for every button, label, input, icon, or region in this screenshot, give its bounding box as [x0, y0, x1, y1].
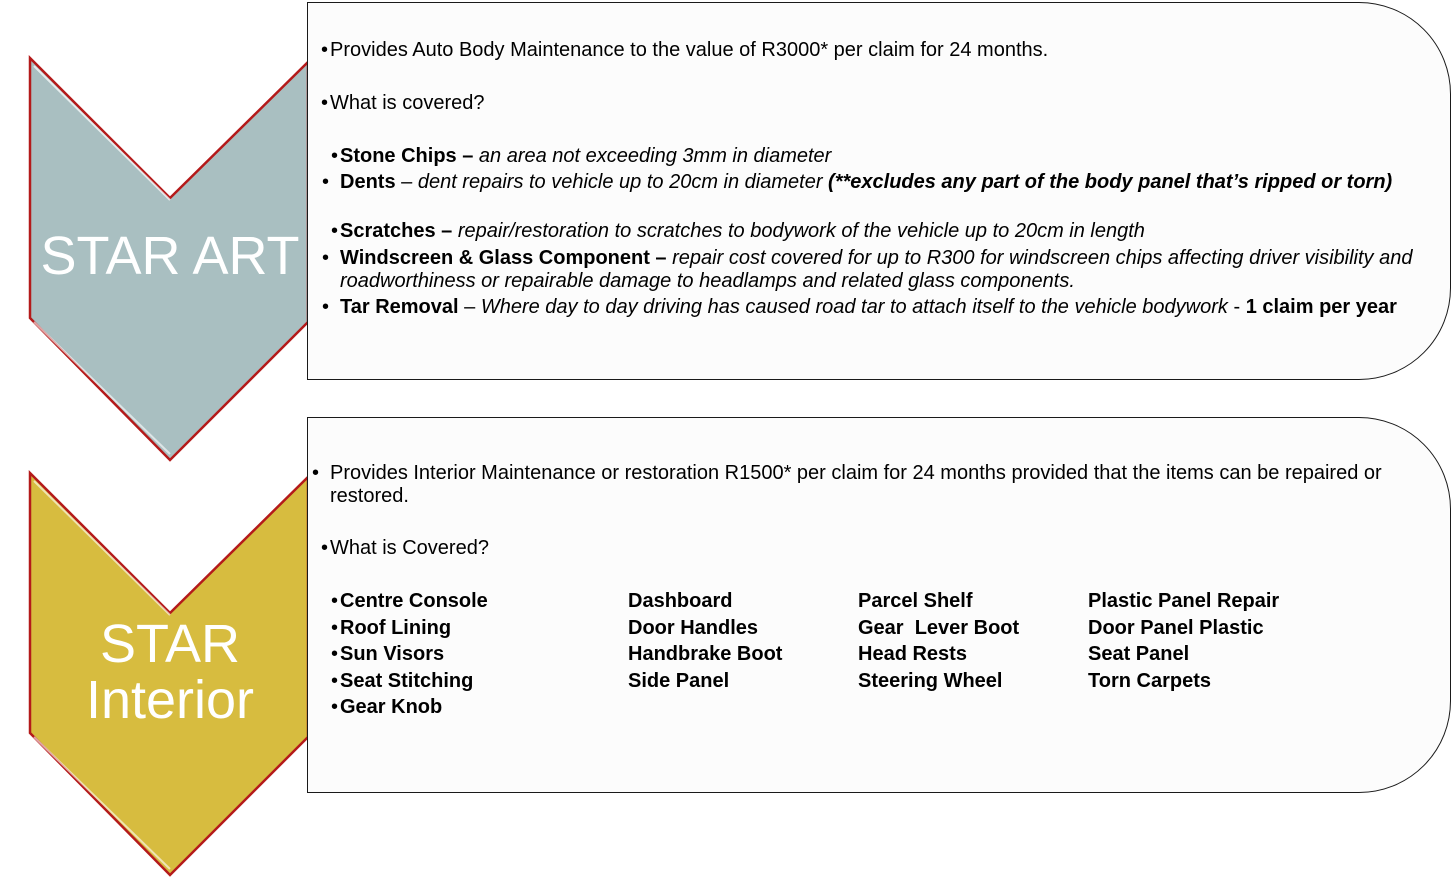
- star-interior-label-line1: STAR: [99, 614, 240, 674]
- star-art-covered-heading: •What is covered?: [321, 92, 485, 114]
- interior-item-steering-wheel: Steering Wheel: [858, 670, 1003, 692]
- interior-item-handbrake-boot: Handbrake Boot: [628, 643, 783, 665]
- star-interior-covered-heading: •What is Covered?: [321, 537, 489, 559]
- star-art-item-tar-removal: • Tar Removal – Where day to day driving has caused road tar to attach itself to the vehicle bodywork - 1 claim per year: [322, 296, 1397, 318]
- interior-item-gear-knob: •Gear Knob: [331, 696, 443, 718]
- star-interior-intro: • Provides Interior Maintenance or restoration R1500* per claim for 24 months provided that the items can be repaired or restored.: [312, 462, 1382, 507]
- star-art-item-stone-chips: •Stone Chips – an area not exceeding 3mm in diameter: [331, 145, 832, 167]
- interior-item-gear-lever-boot: Gear Lever Boot: [858, 617, 1020, 639]
- interior-item-dashboard: Dashboard: [628, 590, 733, 612]
- star-art-item-scratches: •Scratches – repair/restoration to scratches to bodywork of the vehicle up to 20cm in length: [331, 220, 1145, 242]
- interior-item-door-panel-plastic: Door Panel Plastic: [1088, 617, 1264, 639]
- interior-item-parcel-shelf: Parcel Shelf: [858, 590, 973, 612]
- star-interior-label-line2: Interior: [85, 670, 255, 730]
- interior-item-torn-carpets: Torn Carpets: [1088, 670, 1211, 692]
- star-interior-chevron: [0, 0, 320, 886]
- interior-item-centre-console: •Centre Console: [331, 590, 488, 612]
- interior-item-plastic-panel-repair: Plastic Panel Repair: [1088, 590, 1280, 612]
- star-art-item-dents: • Dents – dent repairs to vehicle up to 20cm in diameter (**excludes any part of the body panel that’s ripped or torn): [322, 171, 1393, 193]
- interior-item-roof-lining: •Roof Lining: [331, 617, 452, 639]
- interior-item-seat-panel: Seat Panel: [1088, 643, 1190, 665]
- star-art-label: STAR ART: [40, 226, 300, 286]
- interior-item-door-handles: Door Handles: [628, 617, 759, 639]
- interior-item-head-rests: Head Rests: [858, 643, 967, 665]
- interior-item-seat-stitching: •Seat Stitching: [331, 670, 474, 692]
- star-art-item-windscreen: • Windscreen & Glass Component – repair cost covered for up to R300 for windscreen chips affecting driver visibility and roadworthiness or repairable damage to headlamps and related glass components.: [322, 247, 1413, 292]
- star-art-intro: •Provides Auto Body Maintenance to the value of R3000* per claim for 24 months.: [321, 39, 1049, 61]
- interior-item-sun-visors: •Sun Visors: [331, 643, 445, 665]
- star-interior-label: [30, 616, 310, 728]
- interior-item-side-panel: Side Panel: [628, 670, 730, 692]
